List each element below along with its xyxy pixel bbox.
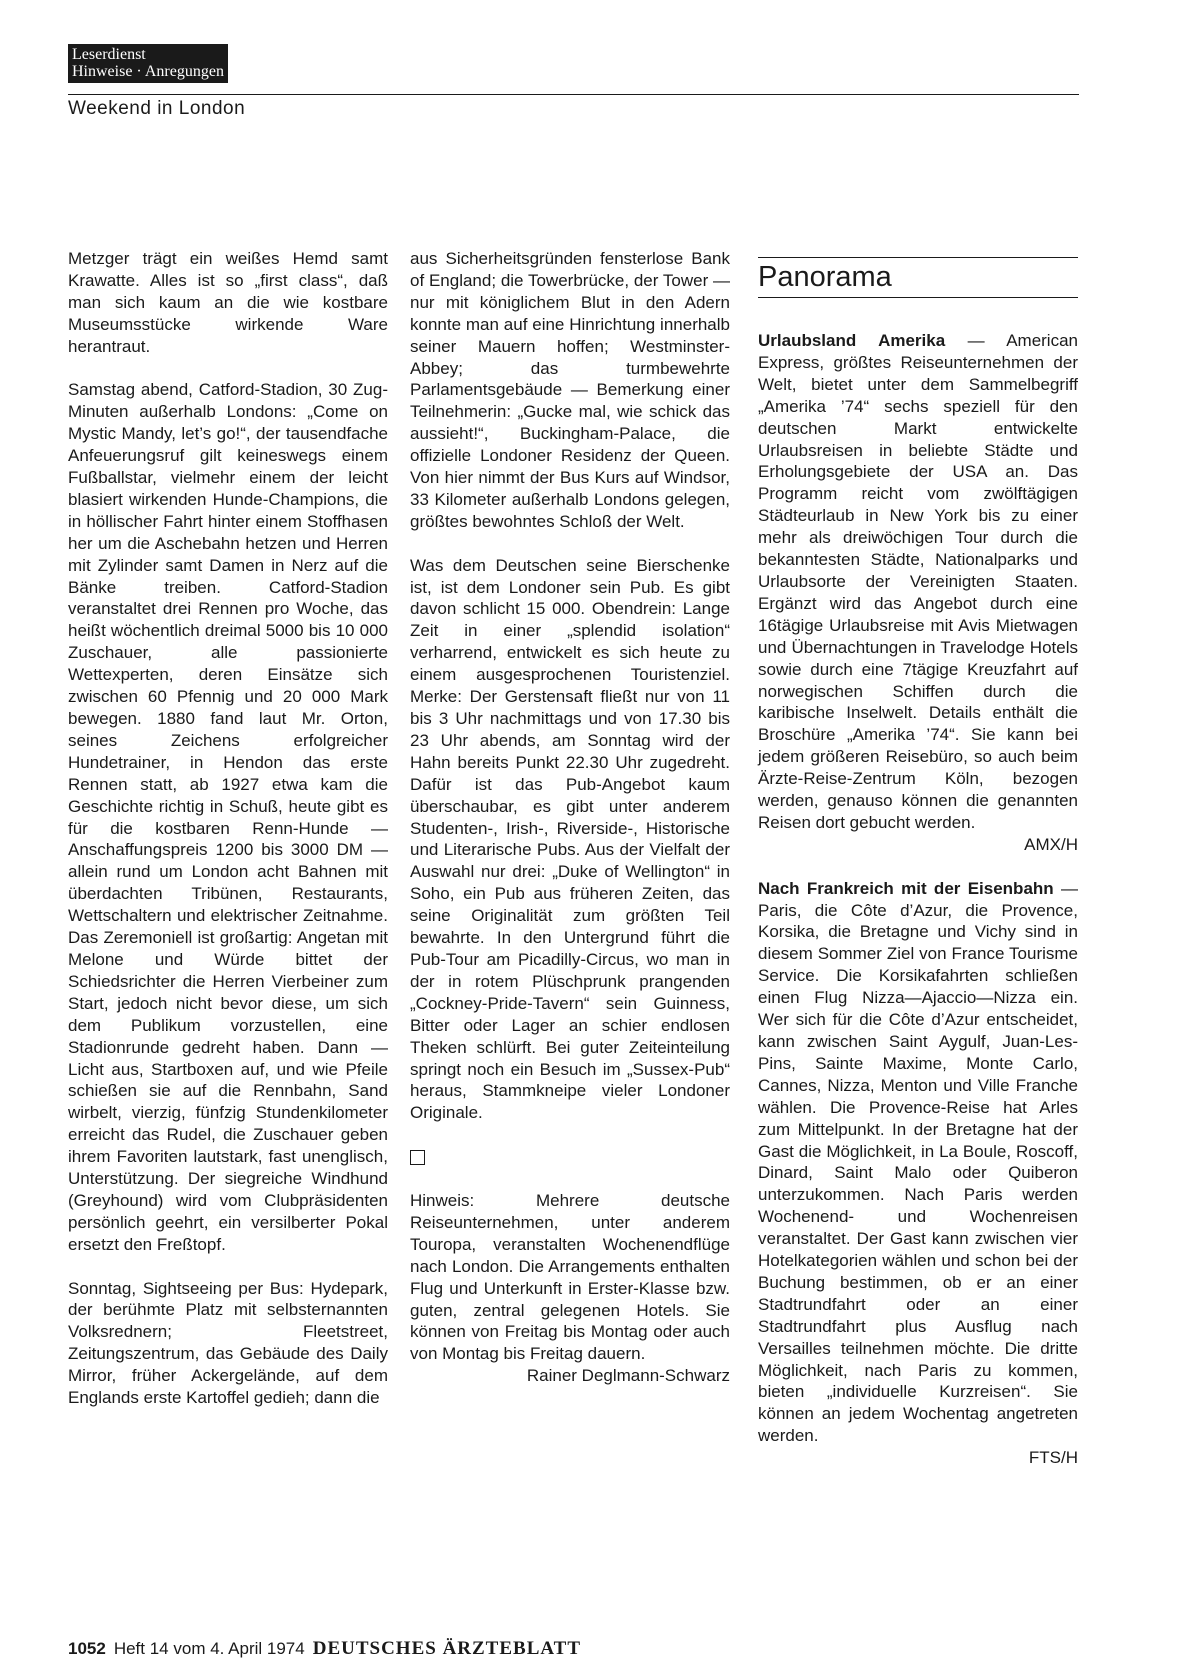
column-2: [410, 248, 730, 1409]
note-text: Hinweis: Mehrere deutsche Reiseunternehmen, unter anderem Touropa, veranstalten Wochenendflüge nach London. Die Arrangements enthalten Flug und Unterkunft in Erster-Klasse bzw. guten, zentral gelegenen Hotels. Sie können von Freitag bis Montag oder auch von Montag bis Freitag dauern.: [410, 1191, 730, 1364]
badge-line-2: Hinweise · Anregungen: [72, 63, 224, 80]
article-usa-text: — American Express, größtes Reiseunternehmen der Welt, bietet unter dem Sammelbegriff „Amerika ’74“ sechs speziell für den deutschen Markt entwickelte Urlaubsreisen in beliebte Städte und Erholungsgebiete der USA an. Das Programm reicht vom zwölftägigen Städteurlaub in New York bis zu einer mehr als dreiwöchigen Tour durch die bekanntesten Städte, Nationalparks und Urlaubsorte der Vereinigten Staaten. Ergänzt wird das Angebot durch eine 16tägige Urlaubsreise mit Avis Mietwagen und Übernachtungen in Travelodge Hotels sowie durch eine 7tägige Kreuzfahrt auf norwegischen Schiffen durch die karibische Inselwelt. Details enthält die Broschüre „Amerika ’74“. Sie kann bei jedem größeren Reisebüro, so auch beim Ärzte-Reise-Zentrum Köln, bezogen werden, genauso können die genannten Reisen dort gebucht werden.: [758, 331, 1078, 832]
panorama-rule-bottom: [758, 297, 1078, 298]
article-usa: [758, 330, 1078, 856]
journal-name: DEUTSCHES ÄRZTEBLATT: [312, 1638, 582, 1659]
page-footer: [68, 1638, 581, 1660]
badge-line-1: Leserdienst: [72, 46, 146, 63]
paragraph: aus Sicherheitsgründen fensterlose Bank of England; die Towerbrücke, der Tower — nur mit königlichem Blut in den Adern konnte man auf eine Hinrichtung innerhalb seiner Mauern hoffen; Westminster-Abbey; das turmbewehrte Parlamentsgebäude — Bemerkung einer Teilnehmerin: „Gucke mal, wie schick das aussieht!“, Buckingham-Palace, die offizielle Londoner Residenz der Queen. Von hier nimmt der Bus Kurs auf Windsor, 33 Kilometer außerhalb Londons gelegen, größtes bewohntes Schloß der Welt.: [410, 249, 730, 531]
end-mark: [410, 1146, 730, 1168]
article-usa-signature-line: [758, 834, 1078, 856]
paragraph: Metzger trägt ein weißes Hemd samt Krawatte. Alles ist so „first class“, daß man sich kaum an die wie kostbare Museumsstücke wirkende Ware herantraut.: [68, 249, 388, 356]
panorama-rule-top: [758, 257, 1078, 258]
article-france-signature-line: [758, 1447, 1078, 1469]
paragraph: Samstag abend, Catford-Stadion, 30 Zug-Minuten außerhalb Londons: „Come on Mystic Mandy, let’s go!“, der tausendfache Anfeuerungsruf gilt keineswegs einem Fußballstar, vielmehr einem der leicht blasiert wirkenden Hunde-Champions, die in höllischer Fahrt hinter einem Stoffhasen her um die Aschebahn hetzen und Herren mit Zylinder samt Damen in Nerz auf die Bänke treiben. Catford-Stadion veranstaltet drei Rennen pro Woche, das heißt wöchentlich dreimal 5000 bis 10 000 Zuschauer, alle passionierte Wettexperten, deren Einsätze sich zwischen 60 Pfennig und 20 000 Mark bewegen. 1880 fand laut Mr. Orton, seines Zeichens erfolgreicher Hundetrainer, in Hendon das erste Rennen statt, ab 1927 etwa kam die Geschichte richtig in Schuß, heute gibt es für die kostbaren Renn-Hunde — Anschaffungspreis 1200 bis 3000 DM — allein rund um London acht Bahnen mit überdachten Tribünen, Restaurants, Wettschaltern und elektrischer Zeitnahme. Das Zeremoniell ist großartig: Angetan mit Melone und Würde bittet der Schiedsrichter die Herren Vierbeiner zum Start, jedoch nicht bevor diese, um sich dem Publikum vorzustellen, eine Stadionrunde gedreht haben. Dann — Licht aus, Startboxen auf, und wie Pfeile schießen sie auf die Rennbahn, Sand wirbelt, vierzig, fünfzig Stundenkilometer erreicht das Rudel, die Zuschauer geben ihrem Favoriten lautstark, fast unenglisch, Unterstützung. Der siegreiche Windhund (Greyhound) wird vom Clubpräsidenten persönlich geehrt, ein versilberter Pokal ersetzt den Freßtopf.: [68, 380, 388, 1254]
paragraph: Sonntag, Sightseeing per Bus: Hydepark, der berühmte Platz mit selbsternannten Volksrednern; Fleetstreet, Zeitungszentrum, das Gebäude des Daily Mirror, früher Ackergelände, auf dem Englands erste Kartoffel gedieh; dann die: [68, 1278, 388, 1408]
note-paragraph: [410, 1190, 730, 1387]
issue-info: Heft 14 vom 4. April 1974: [113, 1639, 305, 1658]
header-rule: [68, 94, 1079, 95]
author-signature-line: [410, 1365, 730, 1387]
section-title: Weekend in London: [68, 98, 246, 119]
paragraph: Was dem Deutschen seine Bierschenke ist, ist dem Londoner sein Pub. Es gibt davon schlicht 15 000. Obendrein: Lange Zeit in einer „splendid isolation“ verharrend, entwickelt es sich heute zu einem ausgesprochenen Touristenziel. Merke: Der Gerstensaft fließt nur von 11 bis 3 Uhr nachmittags und von 17.30 bis 23 Uhr abends, am Sonntag wird der Hahn bereits Punkt 22.30 Uhr zugedreht. Dafür ist das Pub-Angebot kaum überschaubar, es gibt unter anderem Studenten-, Irish-, Riverside-, Historische und Literarische Pubs. Aus der Vielfalt der Auswahl nur drei: „Duke of Wellington“ in Soho, ein Pub aus früheren Zeiten, das seine Originalität zum größten Teil bewahrte. In den Untergrund führt die Pub-Tour am Picadilly-Circus, wo man in der in rotem Plüschprunk prangenden „Cockney-Pride-Tavern“ sein Guinness, Bitter oder Lager an schier endlosen Theken schlürft. Bei guter Zeiteinteilung springt noch ein Besuch im „Sussex-Pub“ heraus, Stammkneipe vieler Londoner Originale.: [410, 555, 730, 1123]
panorama-heading: Panorama: [758, 261, 892, 293]
column-3: [758, 330, 1078, 1491]
article-france-text: — Paris, die Côte d’Azur, die Provence, Korsika, die Bretagne und Vichy sind in diesem Sommer Ziel von France Tourisme Service. Die Korsikafahrten schließen einen Flug Nizza—Ajaccio—Nizza ein. Wer sich für die Côte d’Azur entscheidet, kann zwischen Saint Aygulf, Juan-Les-Pins, Sainte Maxime, Monte Carlo, Cannes, Nizza, Menton und Ville Franche wählen. Die Provence-Reise hat Arles zum Mittelpunkt. In der Bretagne hat der Gast die Möglichkeit, in La Boule, Roscoff, Dinard, Saint Malo oder Quiberon unterzukommen. Nach Paris werden Wochenend- und Wochenreisen veranstaltet. Der Gast kann zwischen vier Hotelkategorien wählen und schon bei der Buchung bestimmen, ob er an einer Stadtrundfahrt oder an einer Stadtrundfahrt plus Ausflug nach Versailles teilnehmen möchte. Die dritte Möglichkeit, nach Paris zu kommen, bieten „individuelle Kurzreisen“. Sie können an jedem Wochentag angetreten werden.: [758, 878, 1078, 1446]
author-name: Rainer Deglmann-Schwarz: [526, 1366, 730, 1386]
article-france-lead: Nach Frankreich mit der Eisenbahn: [758, 878, 1054, 898]
article-france-signature: FTS/H: [1028, 1448, 1078, 1468]
article-usa-lead: Urlaubsland Amerika: [758, 331, 946, 350]
page-number: 1052: [68, 1639, 106, 1658]
article-france: [758, 878, 1078, 1469]
section-badge: [68, 44, 228, 83]
column-1: [68, 248, 388, 1431]
end-of-article-box-icon: [410, 1150, 425, 1165]
article-usa-signature: AMX/H: [1024, 834, 1078, 854]
